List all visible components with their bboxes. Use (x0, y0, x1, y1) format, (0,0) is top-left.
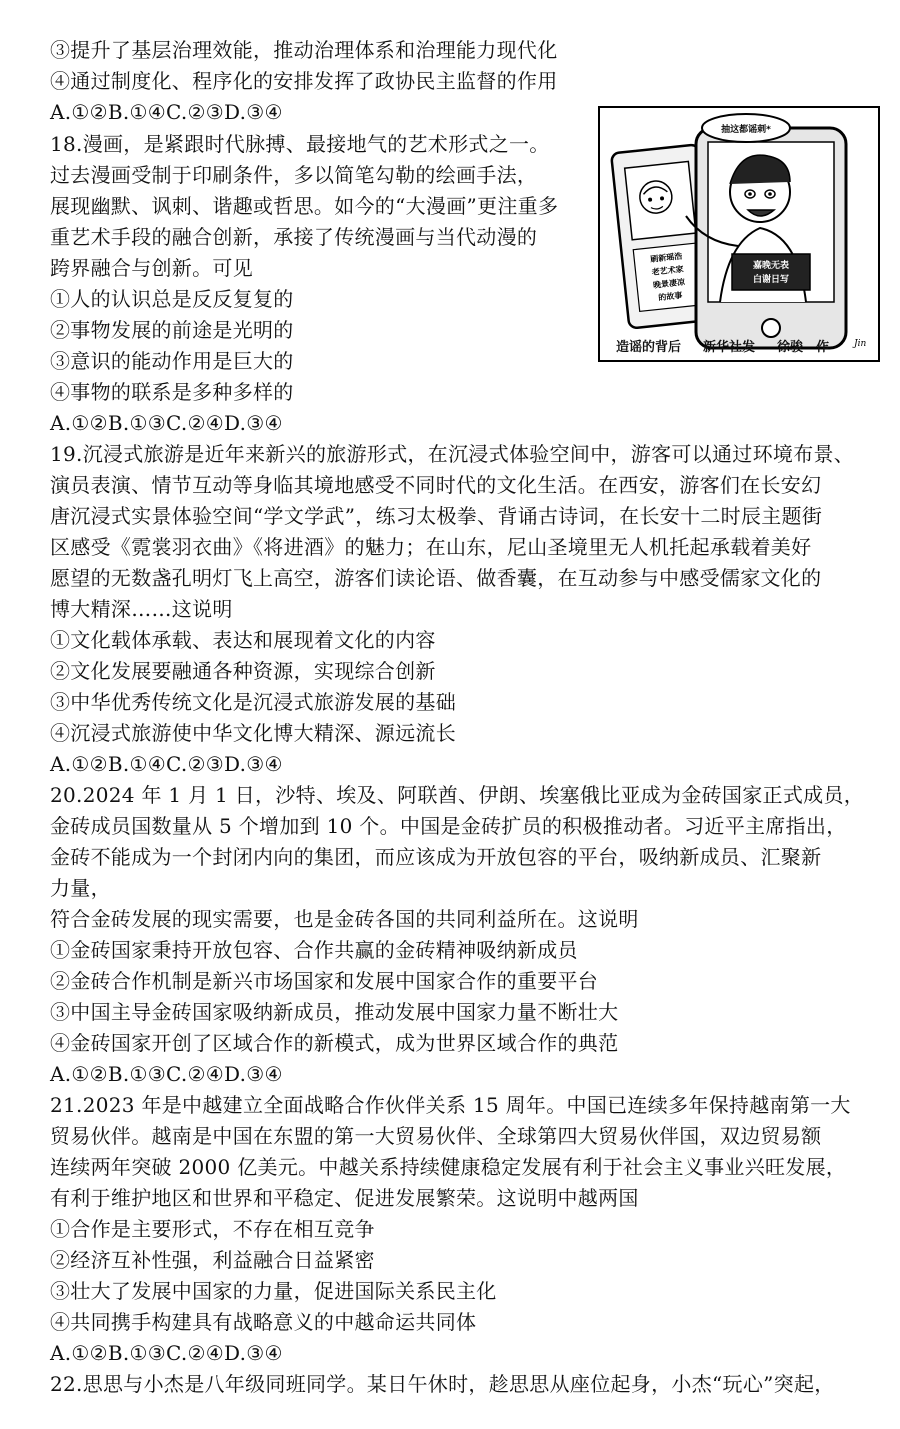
answer-options: A.①②B.①③C.②④D.③④ (50, 1062, 283, 1086)
svg-text:的故事: 的故事 (657, 290, 683, 303)
text-line: 金砖成员国数量从 5 个增加到 10 个。中国是金砖扩员的积极推动者。习近平主席指出， (50, 814, 847, 838)
option-4: ④事物的联系是多种多样的 (50, 380, 294, 404)
svg-text:Jin: Jin (854, 339, 867, 349)
question-19-stem: 19.沉浸式旅游是近年来新兴的旅游形式，在沉浸式体验空间中，游客可以通过环境布景、 (50, 442, 855, 466)
question-22-stem: 22.思思与小杰是八年级同班同学。某日午休时，趁思思从座位起身，小杰“玩心”突起， (50, 1372, 835, 1396)
option-2: ②金砖合作机制是新兴市场国家和发展中国家合作的重要平台 (50, 969, 599, 993)
svg-text:嘉晚无表: 嘉晚无表 (752, 261, 790, 271)
option-1: ①合作是主要形式，不存在相互竞争 (50, 1217, 375, 1241)
answer-options: A.①②B.①③C.②④D.③④ (50, 1341, 283, 1365)
svg-text:抽这都谣刺*: 抽这都谣刺* (721, 125, 771, 135)
text-line: 跨界融合与创新。可见 (50, 256, 253, 280)
caption-author: 徐骏 作 (777, 340, 830, 355)
svg-text:白谢日写: 白谢日写 (752, 275, 790, 285)
option-3: ③壮大了发展中国家的力量，促进国际关系民主化 (50, 1279, 497, 1303)
text-line: 唐沉浸式实景体验空间“学文学武”，练习太极拳、背诵古诗词，在长安十二时辰主题街 (50, 504, 823, 528)
text-line: 过去漫画受制于印刷条件，多以简笔勾勒的绘画手法， (50, 163, 538, 187)
option-3: ③中华优秀传统文化是沉浸式旅游发展的基础 (50, 690, 456, 714)
text-line: 符合金砖发展的现实需要，也是金砖各国的共同利益所在。这说明 (50, 907, 639, 931)
question-21-stem: 21.2023 年是中越建立全面战略合作伙伴关系 15 周年。中国已连续多年保持越南第一大 (50, 1093, 851, 1117)
option-3: ③中国主导金砖国家吸纳新成员，推动发展中国家力量不断壮大 (50, 1000, 619, 1024)
option-2: ②文化发展要融通各种资源，实现综合创新 (50, 659, 436, 683)
svg-text:晚景凄凉: 晚景凄凉 (652, 277, 686, 290)
option-4: ④沉浸式旅游使中华文化博大精深、源远流长 (50, 721, 456, 745)
option-3: ③意识的能动作用是巨大的 (50, 349, 294, 373)
phone (686, 128, 846, 348)
cartoon-caption (616, 336, 880, 355)
option-4: ④金砖国家开创了区域合作的新模式，成为世界区域合作的典范 (50, 1031, 619, 1055)
text-line: 博大精深……这说明 (50, 597, 233, 621)
answer-options: A.①②B.①④C.②③D.③④ (50, 100, 283, 124)
text-line: 金砖不能成为一个封闭内向的集团，而应该成为开放包容的平台，吸纳新成员、汇聚新 (50, 845, 822, 869)
option-1: ①人的认识总是反反复复的 (50, 287, 294, 311)
text-line: ③提升了基层治理效能，推动治理体系和治理能力现代化 (50, 38, 558, 62)
text-line: 展现幽默、讽刺、谐趣或哲思。如今的“大漫画”更注重多 (50, 194, 559, 218)
cartoon-drawing (598, 106, 880, 362)
speech-bubble (702, 114, 790, 142)
text-line: 演员表演、情节互动等身临其境地感受不同时代的文化生活。在西安，游客们在长安幻 (50, 473, 822, 497)
text-line: 力量， (50, 876, 111, 900)
text-line: ④通过制度化、程序化的安排发挥了政协民主监督的作用 (50, 69, 558, 93)
option-4: ④共同携手构建具有战略意义的中越命运共同体 (50, 1310, 477, 1334)
option-2: ②事物发展的前途是光明的 (50, 318, 294, 342)
answer-options: A.①②B.①④C.②③D.③④ (50, 752, 283, 776)
text-line: 贸易伙伴。越南是中国在东盟的第一大贸易伙伴、全球第四大贸易伙伴国，双边贸易额 (50, 1124, 822, 1148)
text-line: 连续两年突破 2000 亿美元。中越关系持续健康稳定发展有利于社会主义事业兴旺发展， (50, 1155, 847, 1179)
svg-text:刷新瑶浩: 刷新瑶浩 (649, 251, 683, 264)
caption-source: 新华社发 (703, 340, 756, 355)
caption-title: 造谣的背后 (616, 340, 682, 355)
svg-text:老艺术家: 老艺术家 (651, 264, 685, 277)
option-1: ①金砖国家秉持开放包容、合作共赢的金砖精神吸纳新成员 (50, 938, 578, 962)
text-line: 有利于维护地区和世界和平稳定、促进发展繁荣。这说明中越两国 (50, 1186, 639, 1210)
text-line: 愿望的无数盏孔明灯飞上高空，游客们读论语、做香囊，在互动参与中感受儒家文化的 (50, 566, 822, 590)
text-line: 区感受《霓裳羽衣曲》《将进酒》的魅力；在山东，尼山圣境里无人机托起承载着美好 (50, 535, 812, 559)
option-1: ①文化载体承载、表达和展现着文化的内容 (50, 628, 436, 652)
cartoon-illustration (598, 106, 880, 362)
question-18-stem: 18.漫画，是紧跟时代脉搏、最接地气的艺术形式之一。 (50, 132, 550, 156)
text-line: 重艺术手段的融合创新，承接了传统漫画与当代动漫的 (50, 225, 538, 249)
question-20-stem: 20.2024 年 1 月 1 日，沙特、埃及、阿联酋、伊朗、埃塞俄比亚成为金砖国家正式成员， (50, 783, 865, 807)
answer-options: A.①②B.①③C.②④D.③④ (50, 411, 283, 435)
option-2: ②经济互补性强，利益融合日益紧密 (50, 1248, 375, 1272)
